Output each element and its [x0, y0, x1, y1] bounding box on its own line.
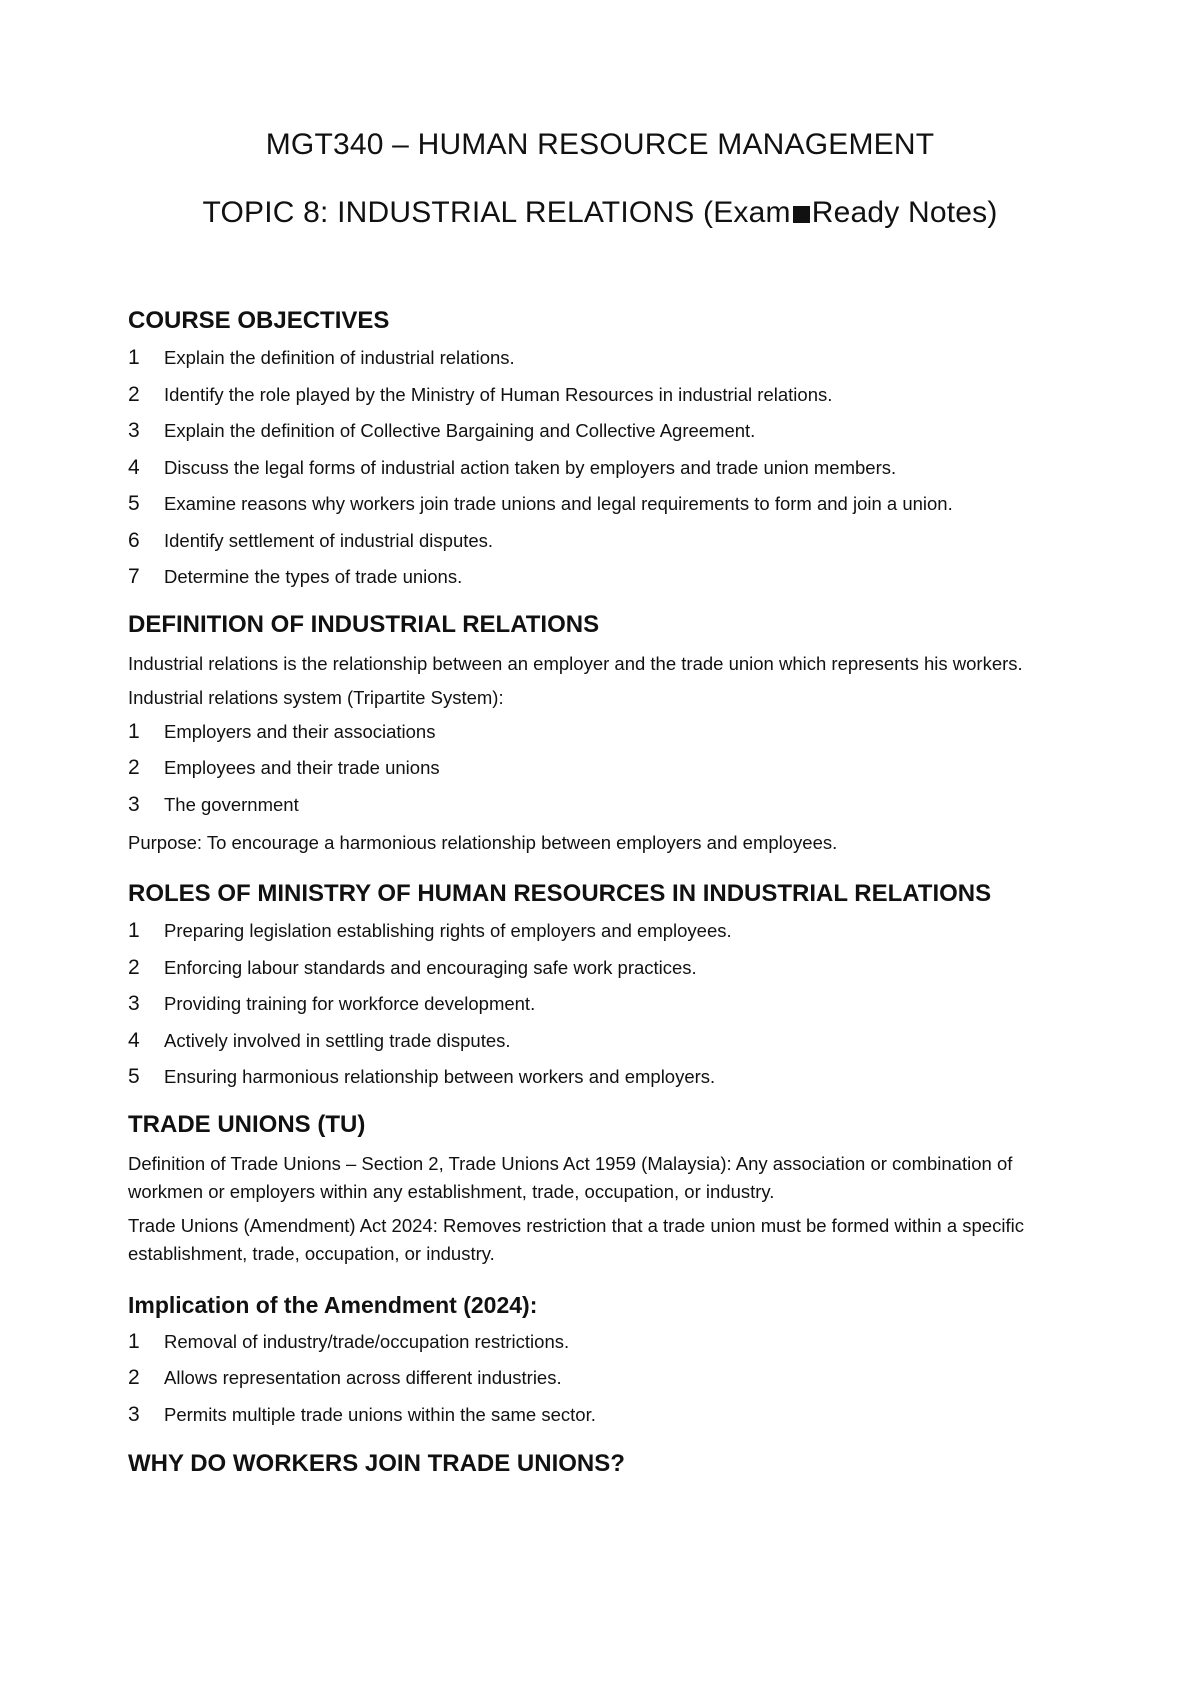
list-text: Employers and their associations — [164, 720, 436, 742]
list-text: Discuss the legal forms of industrial action taken by employers and trade union members. — [164, 456, 897, 478]
list-item — [128, 492, 1088, 529]
list-number: 7 — [128, 565, 140, 588]
list-number: 5 — [128, 1065, 140, 1088]
list-text: Identify the role played by the Ministry of Human Resources in industrial relations. — [164, 383, 833, 405]
list-item — [128, 793, 1088, 830]
course-title: MGT340 – HUMAN RESOURCE MANAGEMENT — [265, 128, 935, 161]
list-text: Examine reasons why workers join trade unions and legal requirements to form and join a union. — [164, 493, 953, 514]
list-text: Explain the definition of Collective Bargaining and Collective Agreement. — [164, 420, 756, 441]
objectives-list — [128, 346, 1088, 602]
list-item — [128, 1366, 1088, 1403]
list-text: Ensuring harmonious relationship between workers and employers. — [164, 1066, 716, 1087]
implication-list — [128, 1330, 1088, 1440]
section-heading-definition: DEFINITION OF INDUSTRIAL RELATIONS — [128, 610, 600, 638]
tripartite-list — [128, 720, 1088, 830]
list-text: Actively involved in settling trade disputes. — [164, 1029, 511, 1051]
list-item — [128, 419, 1088, 456]
list-text: Preparing legislation establishing rights of employers and employees. — [164, 920, 732, 941]
list-number: 1 — [128, 346, 140, 369]
list-text: Determine the types of trade unions. — [164, 566, 463, 587]
list-number: 2 — [128, 382, 140, 406]
notes-content — [128, 306, 1088, 1479]
list-text: Permits multiple trade unions within the same sector. — [164, 1403, 596, 1425]
section-heading-why-join: WHY DO WORKERS JOIN TRADE UNIONS? — [128, 1450, 625, 1477]
list-text: Explain the definition of industrial relations. — [164, 347, 515, 368]
list-number: 1 — [128, 719, 140, 743]
list-item — [128, 756, 1088, 793]
list-item — [128, 1330, 1088, 1367]
list-number: 1 — [128, 1329, 140, 1353]
list-item — [128, 992, 1088, 1029]
list-text: Allows representation across different industries. — [164, 1367, 562, 1388]
list-number: 3 — [128, 792, 140, 816]
list-item — [128, 529, 1088, 566]
topic-title-suffix: Ready Notes) — [811, 196, 998, 229]
list-item — [128, 1065, 1088, 1102]
list-number: 2 — [128, 955, 140, 979]
list-number: 5 — [128, 492, 140, 515]
topic-title — [0, 196, 1200, 230]
trade-union-definition: Definition of Trade Unions – Section 2, Trade Unions Act 1959 (Malaysia): Any association or combination of workmen or employers within any establishment, trade, occupation, or industry. — [128, 1152, 1013, 1202]
list-item — [128, 346, 1088, 383]
list-item — [128, 720, 1088, 757]
roles-list — [128, 919, 1088, 1102]
list-item — [128, 456, 1088, 493]
list-item — [128, 1029, 1088, 1066]
list-text: Removal of industry/trade/occupation restrictions. — [164, 1330, 570, 1352]
system-label: Industrial relations system (Tripartite System): — [128, 686, 504, 708]
section-heading-trade-unions: TRADE UNIONS (TU) — [128, 1110, 366, 1138]
list-number: 1 — [128, 919, 140, 942]
list-text: Employees and their trade unions — [164, 757, 440, 778]
list-item — [128, 1403, 1088, 1440]
list-text: Providing training for workforce development. — [164, 993, 536, 1014]
section-heading-implication: Implication of the Amendment (2024): — [128, 1291, 538, 1318]
list-number: 3 — [128, 992, 140, 1015]
list-text: Enforcing labour standards and encouraging safe work practices. — [164, 956, 697, 978]
purpose-text: Purpose: To encourage a harmonious relationship between employers and employees. — [128, 832, 838, 853]
list-number: 4 — [128, 455, 140, 479]
list-text: The government — [164, 793, 299, 815]
definition-paragraph: Industrial relations is the relationship between an employer and the trade union which represents his workers. — [128, 652, 1023, 674]
black-square-glyph-icon — [793, 206, 810, 223]
list-number: 6 — [128, 528, 140, 552]
list-number: 3 — [128, 419, 140, 442]
list-number: 2 — [128, 756, 140, 779]
section-heading-roles: ROLES OF MINISTRY OF HUMAN RESOURCES IN INDUSTRIAL RELATIONS — [128, 880, 992, 907]
topic-title-prefix: TOPIC 8: INDUSTRIAL RELATIONS (Exam — [202, 196, 791, 229]
list-number: 3 — [128, 1402, 140, 1426]
trade-union-amendment: Trade Unions (Amendment) Act 2024: Removes restriction that a trade union must be formed within a specific establishment, trade, occupation, or industry. — [128, 1214, 1024, 1264]
list-number: 2 — [128, 1366, 140, 1389]
list-item — [128, 956, 1088, 993]
list-item — [128, 383, 1088, 420]
list-number: 4 — [128, 1028, 140, 1052]
section-heading-objectives: COURSE OBJECTIVES — [128, 307, 390, 334]
list-item — [128, 919, 1088, 956]
list-item — [128, 565, 1088, 602]
list-text: Identify settlement of industrial disputes. — [164, 529, 494, 551]
